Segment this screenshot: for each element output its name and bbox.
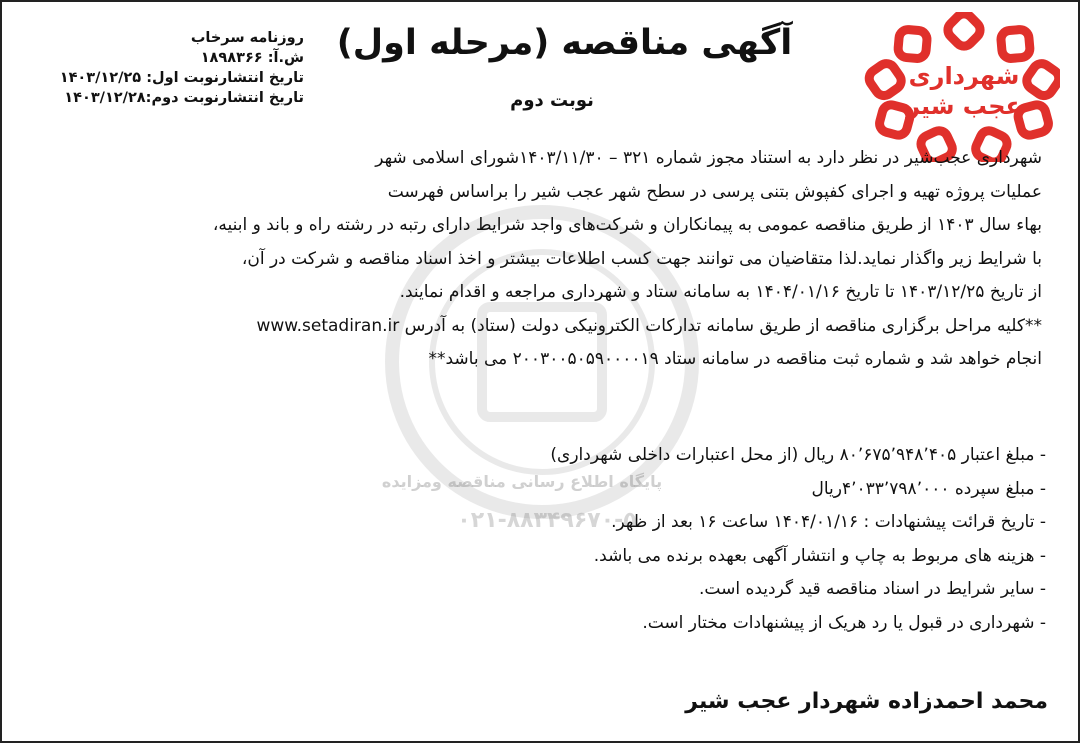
body-line: با شرایط زیر واگذار نماید.لذا متقاضیان می توانند جهت کسب اطلاعات بیشتر و اخذ اسناد مناقصه و شرکت در آن، bbox=[241, 248, 1042, 269]
logo-petal bbox=[1023, 60, 1060, 99]
logo-petal bbox=[1000, 29, 1030, 59]
body-line: بهاء سال ۱۴۰۳ از طریق مناقصه عمومی به پیمانکاران و شرکت‌های واجد شرایط دارای رتبه در رشته راه و باند و ابنیه، bbox=[212, 215, 1042, 235]
list-item: - سایر شرایط در اسناد مناقصه قید گردیده است. bbox=[699, 579, 1046, 599]
conditions-list bbox=[26, 439, 1046, 640]
logo-petal bbox=[897, 29, 927, 59]
notice-body bbox=[22, 142, 1042, 377]
body-line: از تاریخ ۱۴۰۳/۱۲/۲۵ تا تاریخ ۱۴۰۴/۰۱/۱۶ به سامانه ستاد و شهرداری مراجعه و اقدام نمایند. bbox=[399, 282, 1042, 302]
list-item: - مبلغ سپرده ۴٬۰۳۳٬۷۹۸٬۰۰۰ریال bbox=[811, 478, 1046, 499]
first-publication-date: تاریخ انتشارنوبت اول: ۱۴۰۳/۱۲/۲۵ bbox=[59, 70, 304, 86]
body-line: **کلیه مراحل برگزاری مناقصه از طریق سامانه تدارکات الکترونیکی دولت (ستاد) به آدرس www.setadiran.ir bbox=[256, 315, 1042, 336]
logo-text-line2: عجب شیر bbox=[906, 92, 1022, 120]
newspaper-name: روزنامه سرخاب bbox=[190, 30, 304, 46]
municipality-logo bbox=[844, 12, 1060, 162]
publication-info bbox=[24, 28, 304, 108]
list-item: - تاریخ قرائت پیشنهادات : ۱۴۰۴/۰۱/۱۶ ساعت ۱۶ بعد از ظهر. bbox=[611, 512, 1046, 532]
notice-title: آگهی مناقصه (مرحله اول) bbox=[336, 23, 793, 63]
list-item: - هزینه های مربوط به چاپ و انتشار آگهی بعهده برنده می باشد. bbox=[593, 545, 1046, 566]
logo-petal bbox=[866, 60, 905, 99]
list-item: - شهرداری در قبول یا رد هریک از پیشنهادات مختار است. bbox=[642, 612, 1046, 633]
watermark-site-text: پایگاه اطلاع رسانی مناقصه ومزایده bbox=[381, 472, 663, 491]
publication-number: ش.آ: ۱۸۹۸۳۶۶ bbox=[200, 50, 304, 66]
body-line: عملیات پروژه تهیه و اجرای کفپوش بتنی پرسی در سطح شهر عجب شیر را براساس فهرست bbox=[387, 181, 1042, 202]
logo-text-line1: شهرداری bbox=[908, 62, 1020, 90]
second-publication-date: تاریخ انتشارنوبت دوم:۱۴۰۳/۱۲/۲۸ bbox=[64, 90, 304, 106]
body-line: انجام خواهد شد و شماره ثبت مناقصه در سامانه ستاد ۲۰۰۳۰۰۵۰۵۹۰۰۰۰۱۹ می باشد** bbox=[428, 349, 1042, 369]
logo-petal bbox=[944, 12, 984, 50]
notice-subtitle: نوبت دوم bbox=[510, 90, 594, 111]
body-line: شهرداری عجب‌شیر در نظر دارد به استناد مجوز شماره ۳۲۱ – ۱۴۰۳/۱۱/۳۰شورای اسلامی شهر bbox=[375, 148, 1042, 168]
watermark-phone-text: ۰۲۱-۸۸۳۴۹۶۷۰-۵ bbox=[457, 508, 637, 533]
signature: محمد احمدزاده شهردار عجب شیر bbox=[685, 689, 1048, 714]
list-item: - مبلغ اعتبار ۸۰٬۶۷۵٬۹۴۸٬۴۰۵ ریال (از محل اعتبارات داخلی شهرداری) bbox=[550, 445, 1046, 465]
